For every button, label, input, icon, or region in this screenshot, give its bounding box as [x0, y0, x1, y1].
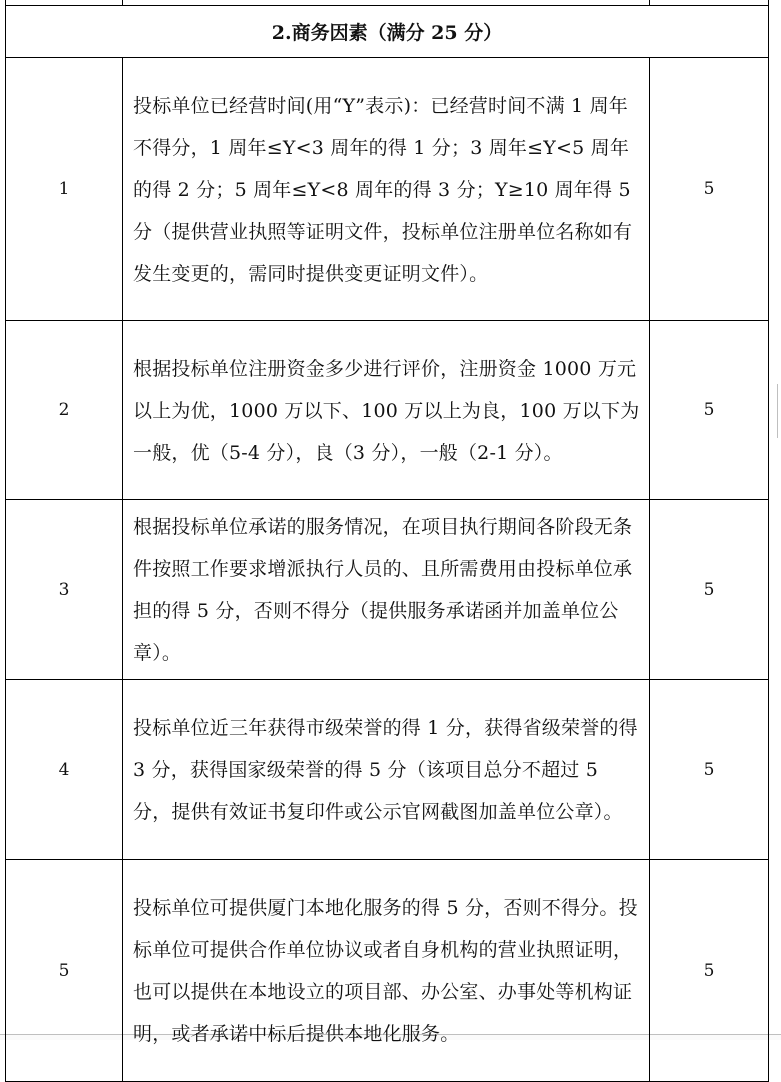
table-row: [6, 500, 769, 680]
table-row: [6, 680, 769, 860]
table-row: [6, 58, 769, 321]
row-score: 5: [650, 500, 769, 680]
criteria-text: 根据投标单位承诺的服务情况，在项目执行期间各阶段无条件按照工作要求增派执行人员的、且所需费用由投标单位承担的得 5 分，否则不得分（提供服务承诺函并加盖单位公章）。: [133, 516, 633, 664]
row-criteria: [123, 500, 650, 680]
row-number: 2: [6, 321, 123, 500]
scoring-table: [5, 0, 769, 1082]
row-score: 5: [650, 321, 769, 500]
row-criteria: [123, 860, 650, 1082]
criteria-text: 投标单位已经营时间(用“Y”表示)：已经营时间不满 1 周年不得分，1 周年≤Y<3 周年的得 1 分；3 周年≤Y<5 周年的得 2 分；5 周年≤Y<8 周年的得 3 分；Y≥10 周年得 5 分（提供营业执照等证明文件，投标单位注册单位名称如有发生变更的，需同时提供变更证明文件）。: [133, 94, 633, 285]
section-title: 2.商务因素（满分 25 分）: [6, 6, 769, 58]
page-edge-marker: [777, 384, 781, 438]
row-score: 5: [650, 58, 769, 321]
row-number: 1: [6, 58, 123, 321]
row-number: 5: [6, 860, 123, 1082]
row-criteria: [123, 680, 650, 860]
row-score: 5: [650, 860, 769, 1082]
table-row: [6, 860, 769, 1082]
criteria-text: 根据投标单位注册资金多少进行评价，注册资金 1000 万元以上为优，1000 万以下、100 万以上为良，100 万以下为一般，优（5-4 分），良（3 分），一般（2-1 分）。: [133, 357, 640, 464]
section-header-row: [6, 6, 769, 58]
criteria-text: 投标单位可提供厦门本地化服务的得 5 分，否则不得分。投标单位可提供合作单位协议或者自身机构的营业执照证明，也可以提供在本地设立的项目部、办公室、办事处等机构证明，或者承诺中标后提供本地化服务。: [133, 897, 638, 1045]
row-score: 5: [650, 680, 769, 860]
table-row: [6, 321, 769, 500]
row-number: 4: [6, 680, 123, 860]
row-criteria: [123, 58, 650, 321]
row-criteria: [123, 321, 650, 500]
criteria-text: 投标单位近三年获得市级荣誉的得 1 分，获得省级荣誉的得 3 分，获得国家级荣誉的得 5 分（该项目总分不超过 5 分，提供有效证书复印件或公示官网截图加盖单位公章）。: [133, 717, 638, 823]
row-number: 3: [6, 500, 123, 680]
